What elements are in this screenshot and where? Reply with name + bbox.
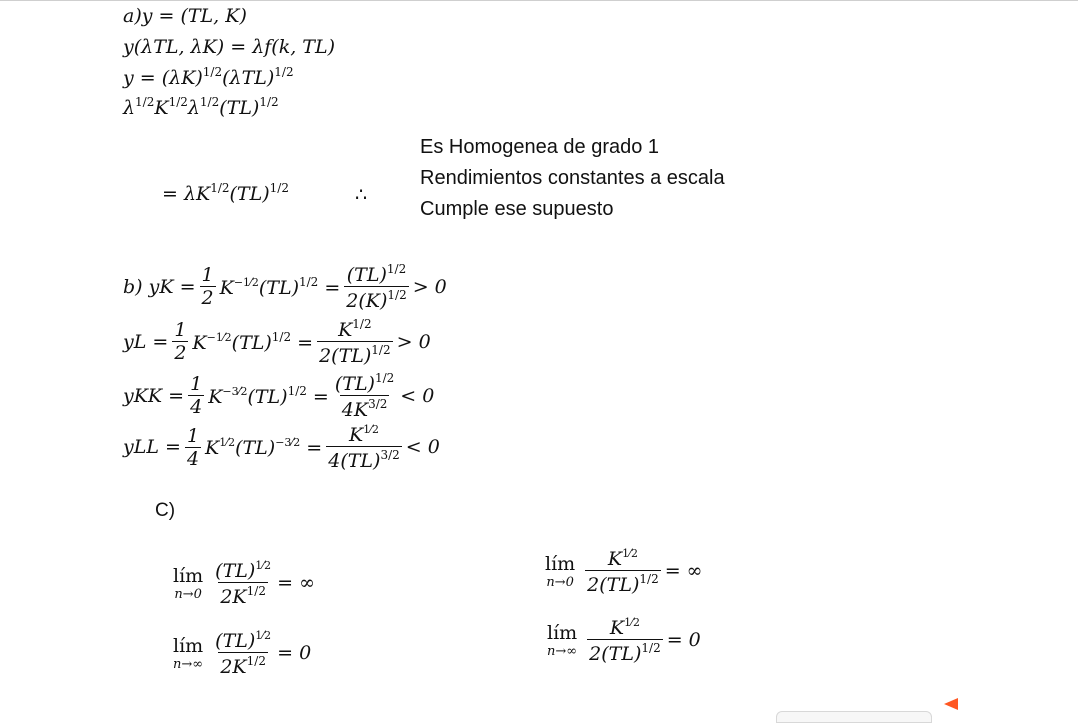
yll-fraction: $\frac{K^{1⁄2}}{4(TL)^{3/2}}$ bbox=[328, 423, 400, 472]
eq-a-line4: $\lambda^{1/2}K^{1/2}\lambda^{1/2}(TL)^{1/2}$ bbox=[123, 95, 279, 119]
note-rendimientos: Rendimientos constantes a escala bbox=[420, 167, 725, 189]
therefore-symbol: ∴ bbox=[355, 184, 368, 206]
top-border bbox=[0, 0, 1078, 1]
frac-one-half: $\frac{1}{2}$ bbox=[201, 264, 214, 309]
eq-yk: b) yK = $\frac{1}{2}$ $K^{-1⁄2}(TL)^{1/2}$ = $\frac{(TL)^{1/2}}{2(K)^{1/2}}$ > 0 bbox=[123, 262, 447, 312]
eq-a-result: = $\lambda K^{1/2}(TL)^{1/2}$ bbox=[162, 181, 289, 205]
frac-one-quarter: $\frac{1}{4}$ bbox=[186, 424, 200, 470]
limit-2-fraction: $\frac{(TL)^{1⁄2}}{2K^{1/2}}$ bbox=[215, 629, 272, 678]
lim-operator: lím n→0 bbox=[173, 564, 204, 602]
limit-3: lím n→0 $\frac{K^{1⁄2}}{2(TL)^{1/2}}$ = ∞ bbox=[545, 547, 703, 596]
yl-fraction: $\frac{K^{1/2}}{2(TL)^{1/2}}$ bbox=[319, 317, 391, 367]
limit-2: lím n→∞ $\frac{(TL)^{1⁄2}}{2K^{1/2}}$ = 0 bbox=[173, 629, 312, 678]
eq-ykk: yKK = $\frac{1}{4}$ $K^{-3⁄2}(TL)^{1/2}$ = $\frac{(TL)^{1/2}}{4K^{3/2}}$ < 0 bbox=[123, 371, 435, 421]
limit-1: lím n→0 $\frac{(TL)^{1⁄2}}{2K^{1/2}}$ = ∞ bbox=[173, 559, 315, 608]
eq-a-line1: a)y = (TL, K) bbox=[123, 5, 247, 27]
limit-4-fraction: $\frac{K^{1⁄2}}{2(TL)^{1/2}}$ bbox=[589, 616, 661, 665]
limit-3-fraction: $\frac{K^{1⁄2}}{2(TL)^{1/2}}$ bbox=[587, 547, 659, 596]
eq-a-line3: $y = (\lambda K)^{1/2}(\lambda TL)^{1/2}$ bbox=[123, 65, 294, 89]
frac-one-half: $\frac{1}{2}$ bbox=[174, 319, 187, 364]
eq-yl: yL = $\frac{1}{2}$ $K^{-1⁄2}(TL)^{1/2}$ = $\frac{K^{1/2}}{2(TL)^{1/2}}$ > 0 bbox=[123, 317, 431, 367]
note-cumple: Cumple ese supuesto bbox=[420, 198, 614, 220]
ykk-fraction: $\frac{(TL)^{1/2}}{4K^{3/2}}$ bbox=[334, 371, 395, 421]
frac-one-quarter: $\frac{1}{4}$ bbox=[190, 373, 203, 418]
limit-1-fraction: $\frac{(TL)^{1⁄2}}{2K^{1/2}}$ bbox=[215, 559, 272, 608]
note-homogenea: Es Homogenea de grado 1 bbox=[420, 136, 660, 158]
eq-yll: yLL = $\frac{1}{4}$ $K^{1⁄2}(TL)^{-3⁄2}$ = $\frac{K^{1⁄2}}{4(TL)^{3/2}}$ < 0 bbox=[123, 423, 440, 472]
pointer-arrow-icon bbox=[944, 698, 958, 710]
lim-operator: lím n→∞ bbox=[173, 634, 204, 672]
limit-4: lím n→∞ $\frac{K^{1⁄2}}{2(TL)^{1/2}}$ = 0 bbox=[547, 616, 701, 665]
lim-operator: lím n→0 bbox=[545, 552, 576, 590]
yk-fraction: $\frac{(TL)^{1/2}}{2(K)^{1/2}}$ bbox=[346, 262, 407, 312]
bottom-tab[interactable] bbox=[776, 711, 932, 723]
eq-a-line2: y(λTL, λK) = λf(k, TL) bbox=[123, 36, 335, 58]
lim-operator: lím n→∞ bbox=[547, 621, 578, 659]
section-c-heading: C) bbox=[155, 500, 176, 521]
